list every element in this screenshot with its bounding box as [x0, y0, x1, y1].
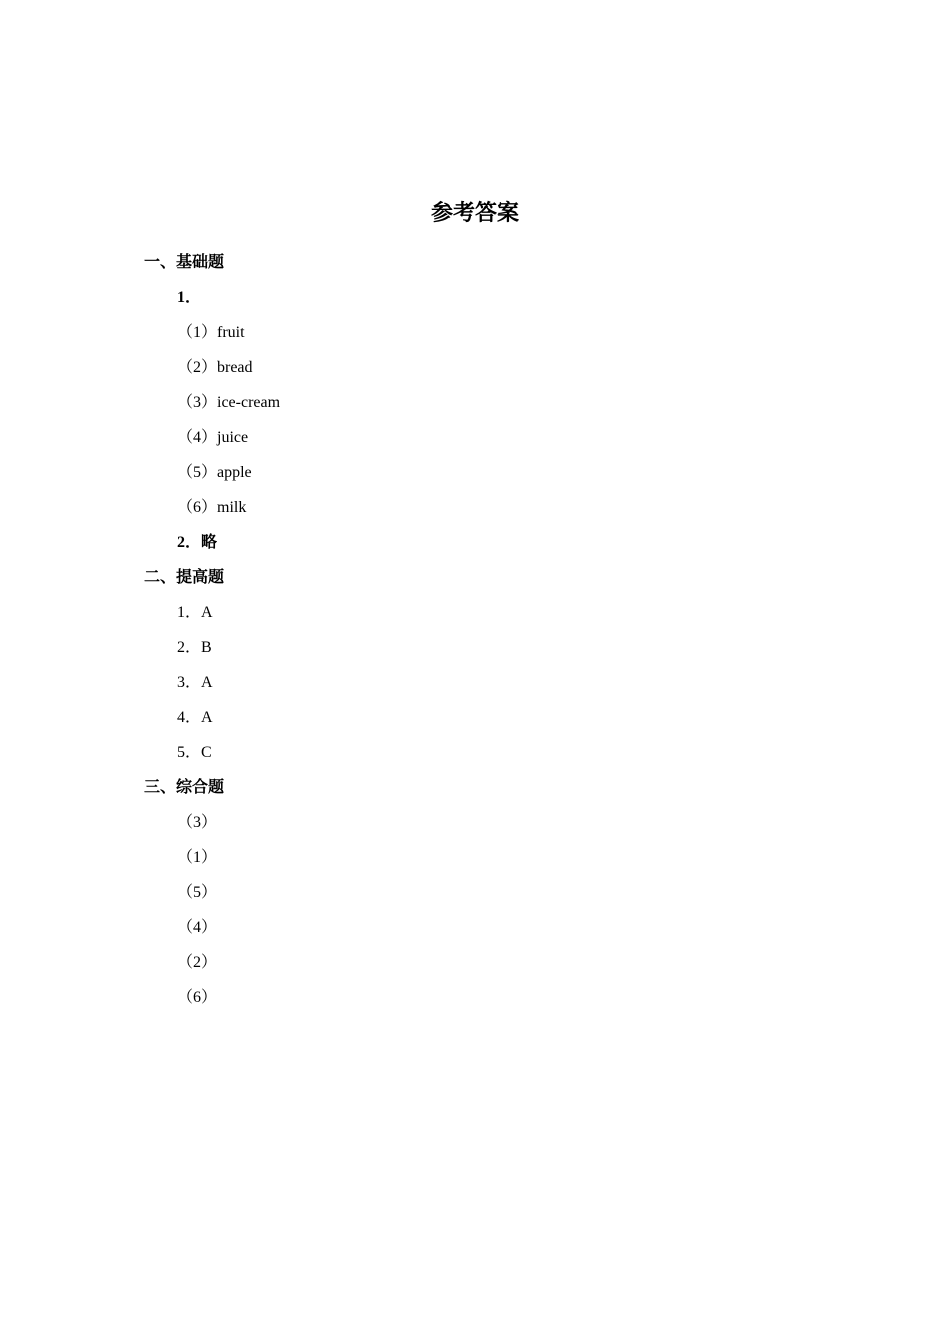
- answer-content: [0, 248, 950, 1018]
- answer-item: （3）: [177, 814, 218, 831]
- answer-item: 2．B: [177, 639, 212, 656]
- answer-item: （2）bread: [177, 359, 253, 376]
- answer-item: （2）: [177, 954, 218, 971]
- answer-item: 3．A: [177, 674, 213, 691]
- answer-item: 4．A: [177, 709, 213, 726]
- section-heading-advanced: 二、提高题: [144, 569, 225, 586]
- section-heading-basic: 一、基础题: [144, 254, 225, 271]
- answer-item: （5）apple: [177, 464, 252, 481]
- answer-item: （4）: [177, 919, 218, 936]
- answer-item: （1）: [177, 849, 218, 866]
- answer-item: （6）: [177, 989, 218, 1006]
- question-1-label: 1．: [177, 289, 202, 306]
- page-title: 参考答案: [430, 200, 519, 225]
- answer-item: （6）milk: [177, 499, 247, 516]
- answer-item: 1．A: [177, 604, 213, 621]
- answer-item: （4）juice: [177, 429, 249, 446]
- question-2-label: 2．略: [177, 534, 218, 551]
- answer-item: （5）: [177, 884, 218, 901]
- section-heading-comprehensive: 三、综合题: [144, 779, 225, 796]
- answer-item: （1）fruit: [177, 324, 245, 341]
- answer-item: 5．C: [177, 744, 212, 761]
- answer-item: （3）ice-cream: [177, 394, 281, 411]
